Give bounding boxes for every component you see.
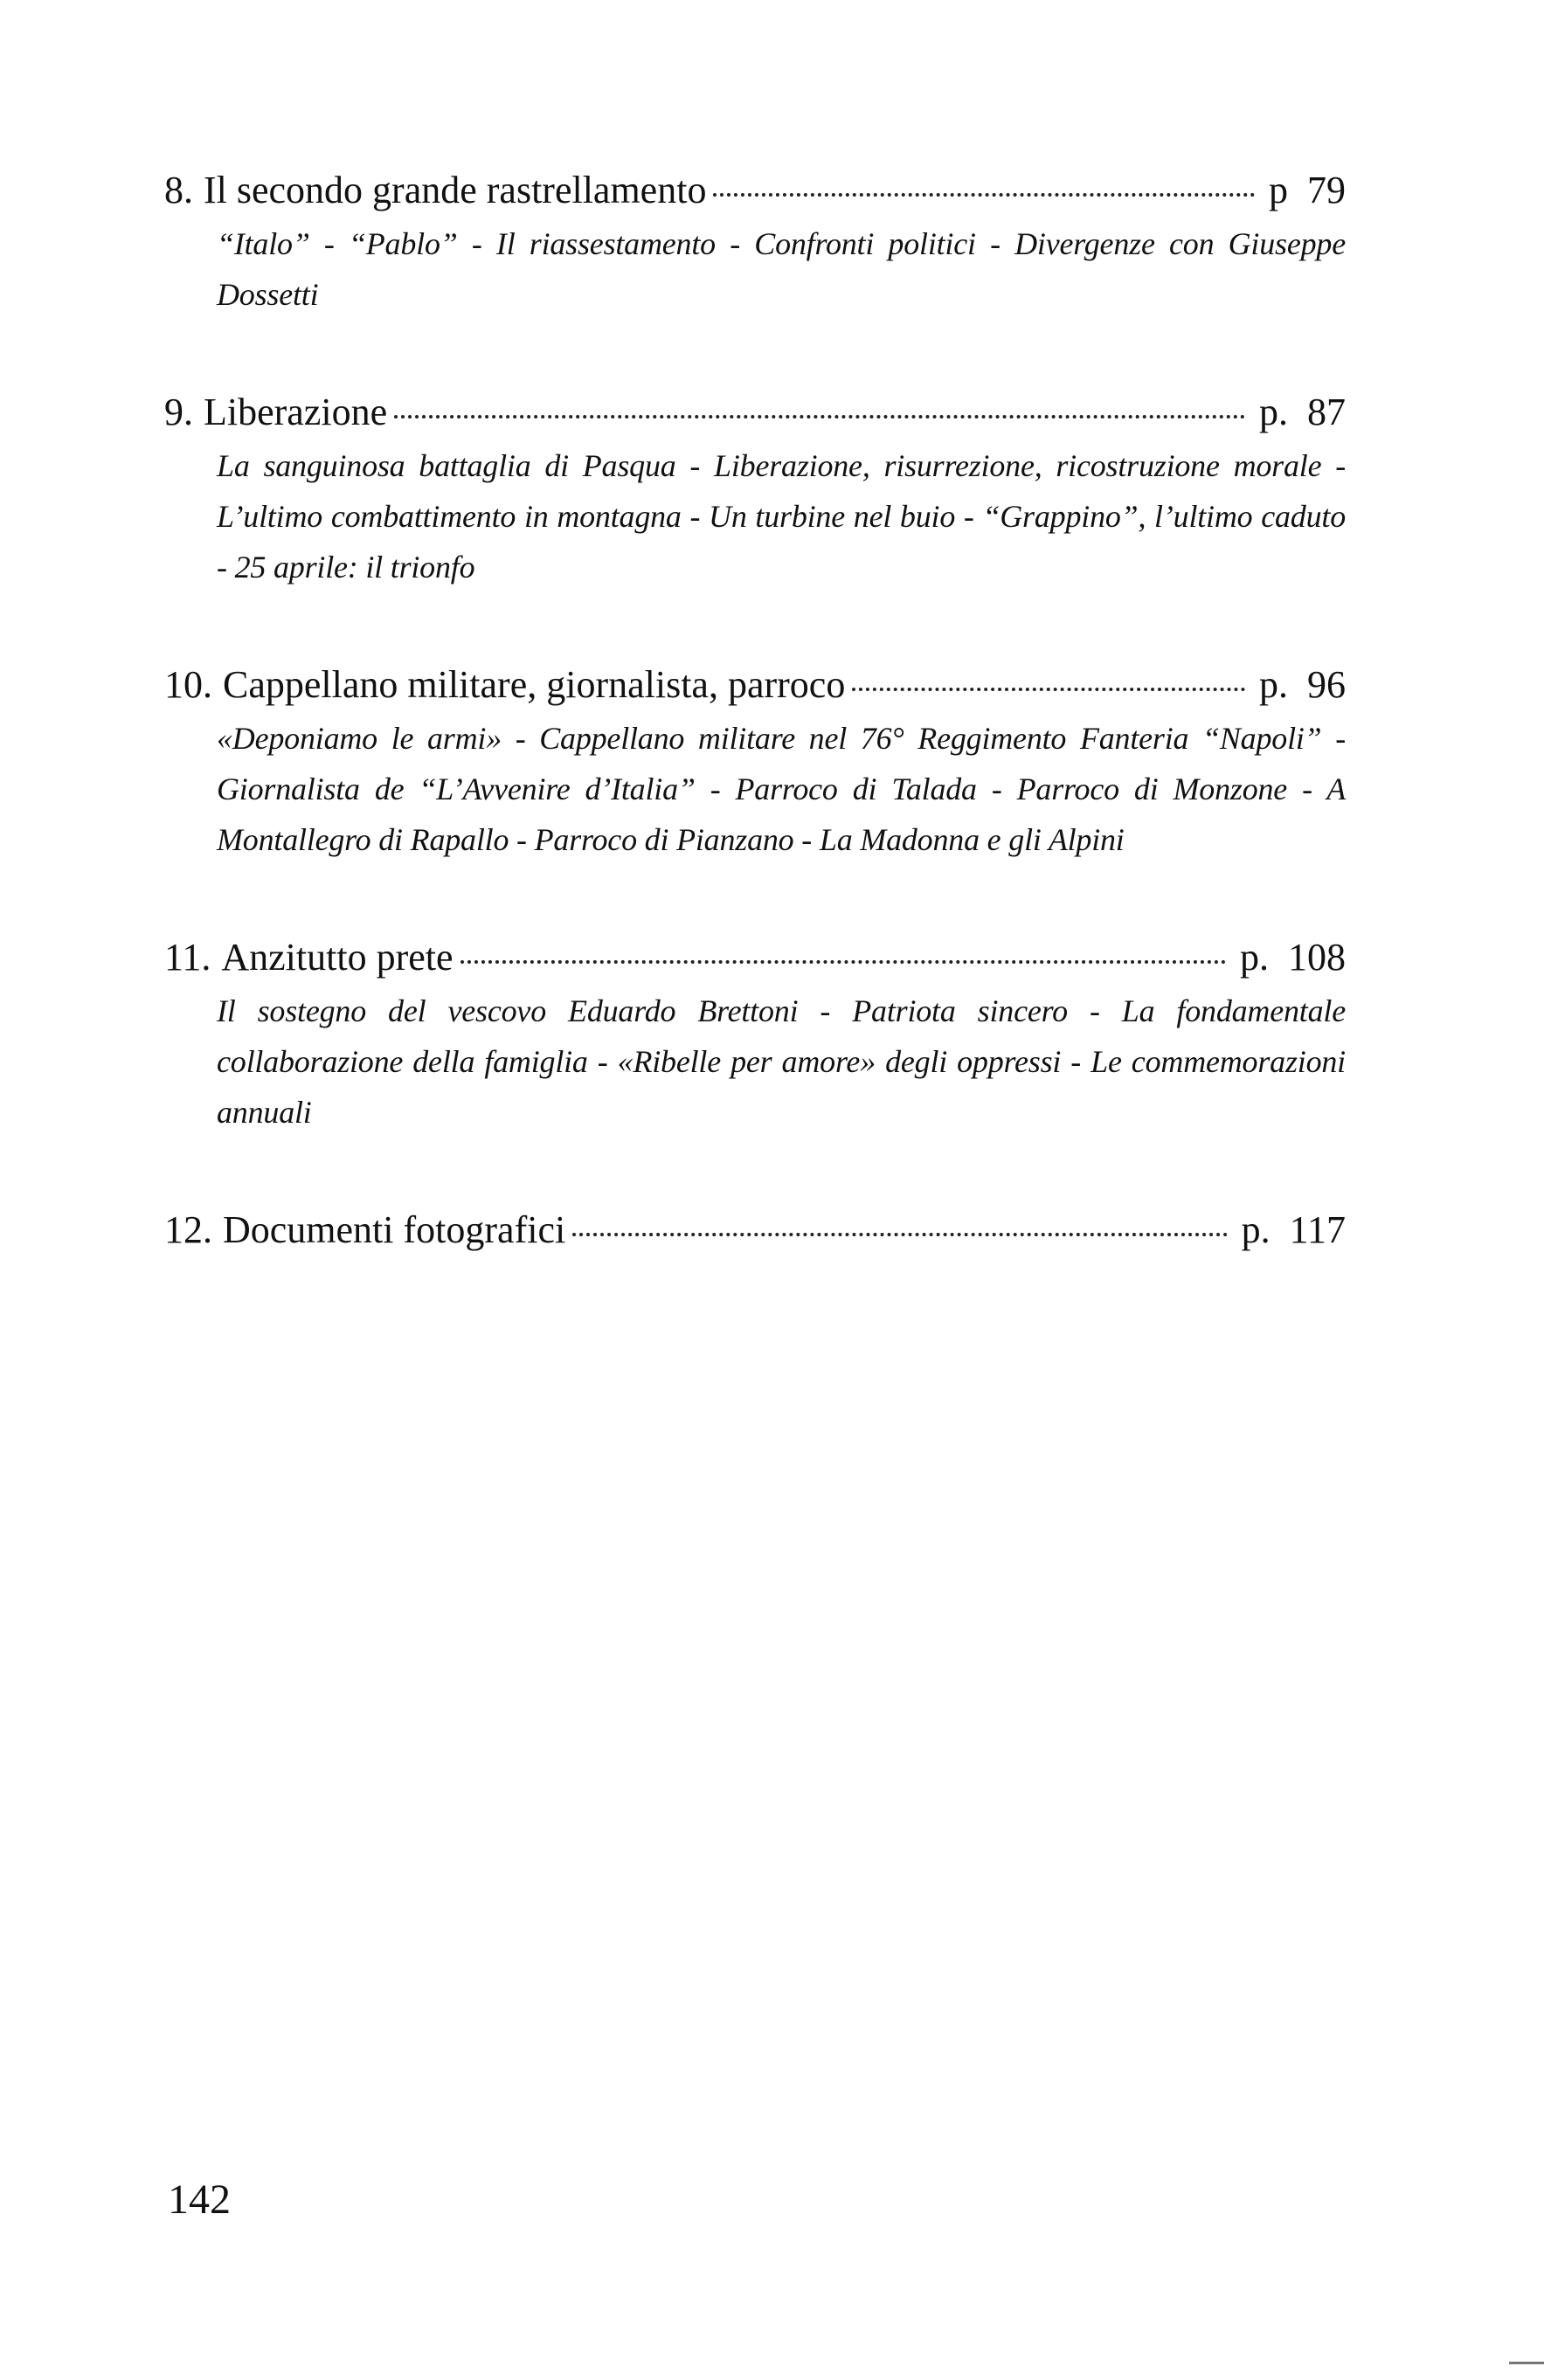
dot-leader — [852, 688, 1245, 691]
chapter-page-number: 108 — [1288, 936, 1346, 979]
chapter-description: «Deponiamo le armi» - Cappellano militare nel 76° Reggimento Fanteria “Napoli” - Giornalista de “L’Avvenire d’Italia” - Parroco di Talada - Parroco di Monzone - A Montallegro di Rapallo - Parroco di Pianzano - La Madonna e gli Alpini — [217, 721, 1346, 857]
dot-leader — [572, 1233, 1227, 1236]
chapter-title: Anzitutto prete — [221, 936, 454, 979]
toc-entry-title-line — [164, 388, 1346, 437]
toc-entry-12 — [164, 1206, 1346, 1255]
chapter-page-number: 117 — [1289, 1208, 1346, 1251]
chapter-page-reference — [1259, 661, 1346, 709]
chapter-page-reference — [1269, 166, 1346, 215]
chapter-description: “Italo” - “Pablo” - Il riassestamento - Confronti politici - Divergenze con Giuseppe Dossetti — [217, 226, 1346, 312]
chapter-number: 11. — [164, 936, 211, 979]
chapter-page-number: 79 — [1307, 169, 1346, 211]
toc-entry-title-line — [164, 661, 1346, 709]
page-prefix: p. — [1259, 663, 1288, 706]
page-prefix: p. — [1241, 1208, 1271, 1251]
dot-leader — [394, 415, 1245, 419]
toc-entry-title-line — [164, 1206, 1346, 1255]
toc-entry-title-line — [164, 166, 1346, 215]
chapter-number: 10. — [164, 663, 212, 706]
toc-entry-8 — [164, 166, 1346, 320]
page-prefix: p. — [1240, 936, 1269, 979]
chapter-title: Documenti fotografici — [223, 1208, 566, 1251]
chapter-page-number: 96 — [1307, 663, 1346, 706]
chapter-page-reference — [1242, 1206, 1346, 1255]
chapter-number: 8. — [164, 169, 193, 211]
chapter-page-reference — [1259, 388, 1346, 437]
page-number: 142 — [168, 2176, 231, 2223]
chapter-description: La sanguinosa battaglia di Pasqua - Liberazione, risurrezione, ricostruzione morale - L’ultimo combattimento in montagna - Un turbine nel buio - “Grappino”, l’ultimo caduto - 25 aprile: il trionfo — [217, 448, 1346, 585]
chapter-title: Il secondo grande rastrellamento — [204, 169, 707, 211]
page-prefix: p — [1269, 169, 1288, 211]
toc-entry-9 — [164, 388, 1346, 592]
corner-mark — [1509, 2362, 1544, 2364]
dot-leader — [460, 960, 1226, 964]
page-prefix: p. — [1259, 391, 1288, 433]
table-of-contents — [164, 166, 1346, 1255]
toc-entry-10 — [164, 661, 1346, 865]
chapter-title: Cappellano militare, giornalista, parroco — [223, 663, 846, 706]
chapter-description: Il sostegno del vescovo Eduardo Brettoni - Patriota sincero - La fondamentale collaborazione della famiglia - «Ribelle per amore» degli oppressi - Le commemorazioni annuali — [217, 993, 1346, 1130]
chapter-page-reference — [1240, 933, 1346, 982]
chapter-title: Liberazione — [204, 391, 388, 433]
chapter-page-number: 87 — [1307, 391, 1346, 433]
dot-leader — [713, 193, 1255, 197]
toc-entry-title-line — [164, 933, 1346, 982]
toc-entry-11 — [164, 933, 1346, 1138]
chapter-number: 9. — [164, 391, 193, 433]
chapter-number: 12. — [164, 1208, 212, 1251]
